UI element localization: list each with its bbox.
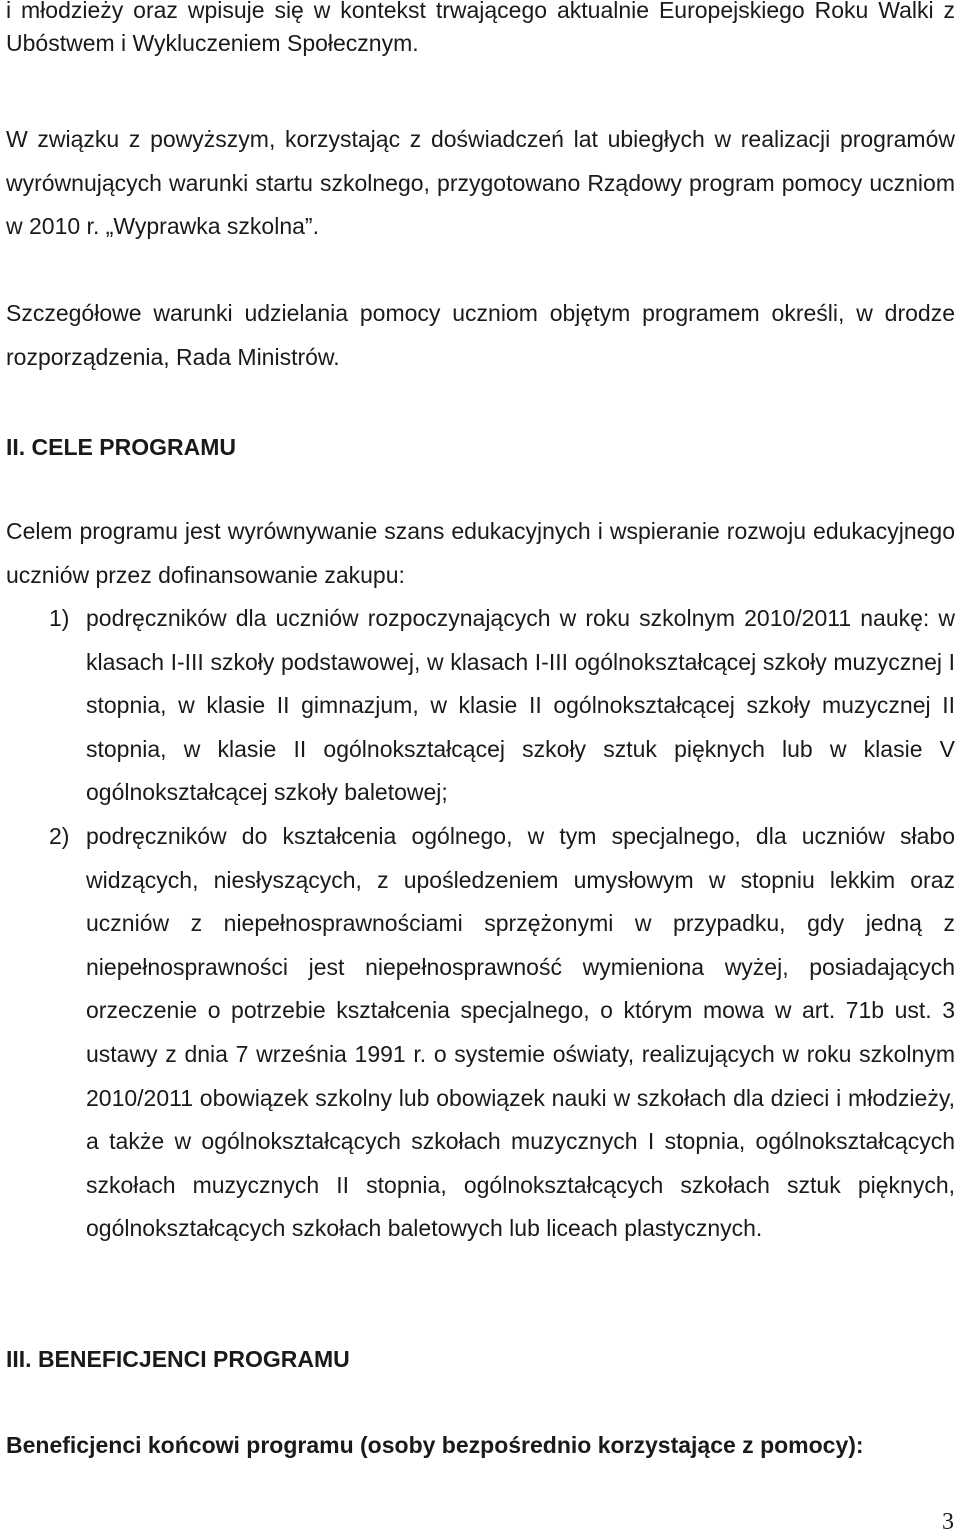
list-item-text: podręczników dla uczniów rozpoczynających w roku szkolnym 2010/2011 naukę: w klasach I-III szkoły podstawowej, w klasach I-III ogólnokształcącej szkoły muzycznej I stopnia, w klasie II gimnazjum, w klasie II ogólnokształcącej szkoły muzycznej II stopnia, w klasie II ogólnokształcącej szkoły sztuk pięknych lub w klasie V ogólnokształcącej szkoły baletowej; [86, 605, 955, 806]
heading-beneficiaries: III. BENEFICJENCI PROGRAMU [6, 1346, 350, 1372]
heading-program-goals: II. CELE PROGRAMU [6, 434, 237, 460]
paragraph-program-origin: W związku z powyższym, korzystając z doświadczeń lat ubiegłych w realizacji programów wyrównujących warunki startu szkolnego, przygotowano Rządowy program pomocy uczniom w 2010 r. „Wyprawka szkolna”. [6, 126, 955, 240]
paragraph-detailed-conditions: Szczegółowe warunki udzielania pomocy uczniom objętym programem określi, w drodze rozporządzenia, Rada Ministrów. [6, 300, 955, 370]
list-item-2 [6, 815, 955, 1251]
page-number: 3 [942, 1509, 954, 1535]
list-item-text: podręczników do kształcenia ogólnego, w tym specjalnego, dla uczniów słabo widzących, niesłyszących, z upośledzeniem umysłowym w stopniu lekkim oraz uczniów z niepełnosprawnościami sprzężonymi w przypadku, gdy jedną z niepełnosprawności jest niepełnosprawność wymieniona wyżej, posiadających orzeczenie o potrzebie kształcenia specjalnego, o którym mowa w art. 71b ust. 3 ustawy z dnia 7 września 1991 r. o systemie oświaty, realizujących w roku szkolnym 2010/2011 obowiązek szkolny lub obowiązek nauki w szkołach dla dzieci i młodzieży, a także w ogólnokształcących szkołach muzycznych I stopnia, ogólnokształcących szkołach muzycznych II stopnia, ogólnokształcących szkołach sztuk pięknych, ogólnokształcących szkołach baletowych lub liceach plastycznych. [86, 823, 955, 1242]
list-item-number: 1) [49, 605, 70, 631]
list-item-1 [6, 597, 955, 815]
paragraph-final-beneficiaries: Beneficjenci końcowi programu (osoby bezpośrednio korzystające z pomocy): [6, 1432, 864, 1458]
paragraph-program-goal: Celem programu jest wyrównywanie szans edukacyjnych i wspieranie rozwoju edukacyjnego uczniów przez dofinansowanie zakupu: [6, 518, 955, 588]
paragraph-intro-continuation: i młodzieży oraz wpisuje się w kontekst trwającego aktualnie Europejskiego Roku Walki z Ubóstwem i Wykluczeniem Społecznym. [6, 0, 955, 56]
list-item-number: 2) [49, 823, 70, 849]
